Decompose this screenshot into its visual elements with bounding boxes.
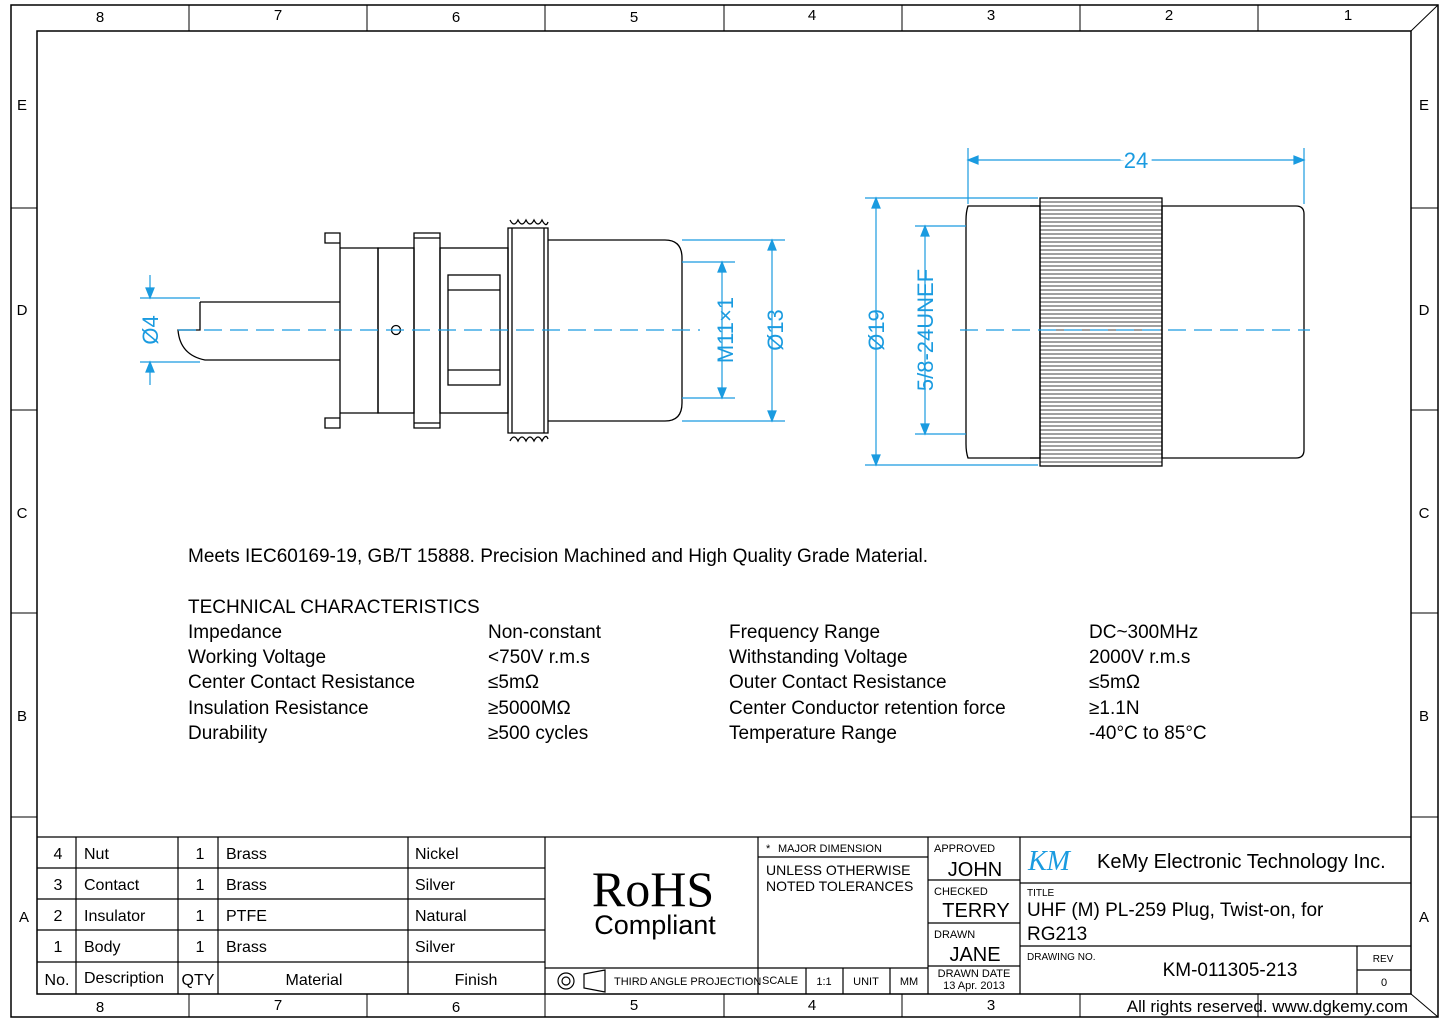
rohs-compliant: Compliant (594, 910, 716, 940)
major-dimension-star: * (766, 843, 771, 855)
company-name: KeMy Electronic Technology Inc. (1097, 851, 1386, 873)
bom-material: Brass (226, 939, 267, 956)
bom-finish: Silver (415, 877, 456, 894)
bom-header-desc: Description (84, 970, 165, 987)
drawing-no-label: DRAWING NO. (1027, 952, 1096, 963)
row-label-right: E (1418, 97, 1430, 114)
drawn-date-label: DRAWN DATE (937, 968, 1011, 980)
approved-name: JOHN (947, 859, 1003, 881)
projection-label: THIRD ANGLE PROJECTION (614, 976, 762, 988)
unit-label: UNIT (853, 976, 879, 988)
bom-qty: 1 (195, 908, 205, 925)
bom-desc: Body (84, 939, 121, 956)
spec-name: Frequency Range (729, 622, 881, 643)
col-label-bottom: 3 (986, 997, 996, 1014)
company-logo: KM (1028, 846, 1070, 877)
row-label-left: C (16, 505, 28, 522)
bom-qty: 1 (195, 877, 205, 894)
col-label-top: 4 (807, 7, 817, 24)
rohs-mark: RoHS (591, 861, 715, 917)
center-pin (178, 302, 340, 360)
bom-desc: Contact (84, 877, 140, 894)
bom-header-finish: Finish (454, 972, 498, 989)
spec-value: ≤5mΩ (488, 672, 540, 693)
spec-value: -40°C to 85°C (1089, 723, 1207, 744)
nut-rear-ring (966, 206, 1040, 458)
spec-name: Center Conductor retention force (729, 698, 1006, 719)
unit-value: MM (899, 976, 919, 988)
bom-material: Brass (226, 877, 267, 894)
rights-notice: All rights reserved. www.dgkemy.com (1126, 997, 1408, 1016)
row-label-right: C (1418, 505, 1430, 522)
scale-label: SCALE (762, 975, 799, 987)
bom-qty: 1 (195, 846, 205, 863)
drawing-no: KM-011305-213 (1162, 960, 1298, 981)
col-label-top: 5 (629, 9, 639, 26)
spec-name: Outer Contact Resistance (729, 672, 947, 693)
spec-name: Impedance (188, 622, 283, 643)
row-labels (17, 97, 1430, 926)
spec-table (188, 622, 1207, 744)
tolerance-line1: UNLESS OTHERWISE (766, 862, 911, 878)
col-label-top: 1 (1343, 7, 1353, 24)
spec-name: Withstanding Voltage (729, 647, 908, 668)
checked-label: CHECKED (934, 886, 988, 898)
bom-material: PTFE (226, 908, 267, 925)
rev-label: REV (1372, 954, 1394, 965)
spec-value: <750V r.m.s (488, 647, 590, 668)
col-label-top: 8 (95, 9, 105, 26)
row-label-left: A (18, 909, 30, 926)
col-label-bottom: 4 (807, 997, 817, 1014)
tolerance-line2: NOTED TOLERANCES (766, 878, 914, 894)
spec-value: ≥1.1N (1089, 698, 1140, 719)
scale-value: 1:1 (816, 976, 832, 988)
spec-name: Insulation Resistance (188, 698, 369, 719)
spec-value: 2000V r.m.s (1089, 647, 1191, 668)
rev-value: 0 (1380, 977, 1388, 989)
tech-title: TECHNICAL CHARACTERISTICS (188, 597, 480, 618)
col-label-bottom: 5 (629, 997, 639, 1014)
bom-no: 4 (53, 846, 63, 863)
bom-qty: 1 (195, 939, 205, 956)
col-label-bottom: 8 (95, 999, 105, 1016)
bom-no: 3 (53, 877, 63, 894)
dim-nut-length: 24 (1123, 148, 1149, 173)
spec-name: Working Voltage (188, 647, 327, 668)
spec-value: ≤5mΩ (1089, 672, 1141, 693)
col-label-top: 7 (273, 7, 283, 24)
knurl-lines (1040, 202, 1162, 462)
spec-name: Center Contact Resistance (188, 672, 416, 693)
title-line1: UHF (M) PL-259 Plug, Twist-on, for (1027, 900, 1324, 921)
row-label-right: D (1418, 302, 1430, 319)
col-label-bottom: 7 (273, 997, 283, 1014)
projection-symbol-icon (558, 970, 605, 992)
bom-header-material: Material (285, 972, 343, 989)
spec-name: Temperature Range (729, 723, 897, 744)
bom-header-no: No. (44, 972, 70, 989)
bom-desc: Nut (84, 846, 109, 863)
title-label: TITLE (1027, 888, 1055, 899)
bom-finish: Nickel (415, 846, 459, 863)
dim-thread-m: M11×1 (713, 296, 738, 364)
col-label-top: 3 (986, 7, 996, 24)
compliance-note: Meets IEC60169-19, GB/T 15888. Precision Machined and High Quality Grade Material. (188, 546, 928, 567)
spec-value: ≥500 cycles (488, 723, 589, 744)
spec-value: ≥5000MΩ (488, 698, 571, 719)
drawn-label: DRAWN (934, 929, 976, 941)
bom-finish: Silver (415, 939, 456, 956)
bom-material: Brass (226, 846, 267, 863)
nut-front-sleeve (1162, 206, 1304, 458)
bom-no: 1 (53, 939, 63, 956)
row-label-left: D (16, 302, 28, 319)
checked-name: TERRY (942, 900, 1010, 922)
spec-value: Non-constant (488, 622, 602, 643)
bom-no: 2 (53, 908, 63, 925)
col-label-top: 2 (1164, 7, 1174, 24)
spec-name: Durability (188, 723, 268, 744)
bom-finish: Natural (415, 908, 467, 925)
thread-crest-top (510, 220, 548, 225)
bom-desc: Insulator (84, 908, 146, 925)
drawn-date: 13 Apr. 2013 (943, 980, 1005, 992)
dim-body-diameter: Ø13 (763, 309, 788, 351)
dim-nut-diameter: Ø19 (864, 309, 889, 351)
drawn-name: JANE (949, 944, 1001, 966)
row-label-right: A (1418, 909, 1430, 926)
approved-label: APPROVED (934, 843, 996, 855)
col-label-bottom: 6 (451, 999, 461, 1016)
row-label-right: B (1418, 708, 1430, 725)
major-dimension-label: MAJOR DIMENSION (778, 843, 882, 855)
col-label-top: 6 (451, 9, 461, 26)
thread-crest-bottom (510, 436, 548, 441)
row-label-left: E (16, 97, 28, 114)
title-line2: RG213 (1027, 924, 1088, 945)
spec-value: DC~300MHz (1089, 622, 1199, 643)
bom-header-qty: QTY (181, 972, 215, 989)
dim-nut-thread: 5/8-24UNEF (913, 268, 938, 392)
row-label-left: B (16, 708, 28, 725)
dim-pin-diameter: Ø4 (138, 315, 163, 345)
